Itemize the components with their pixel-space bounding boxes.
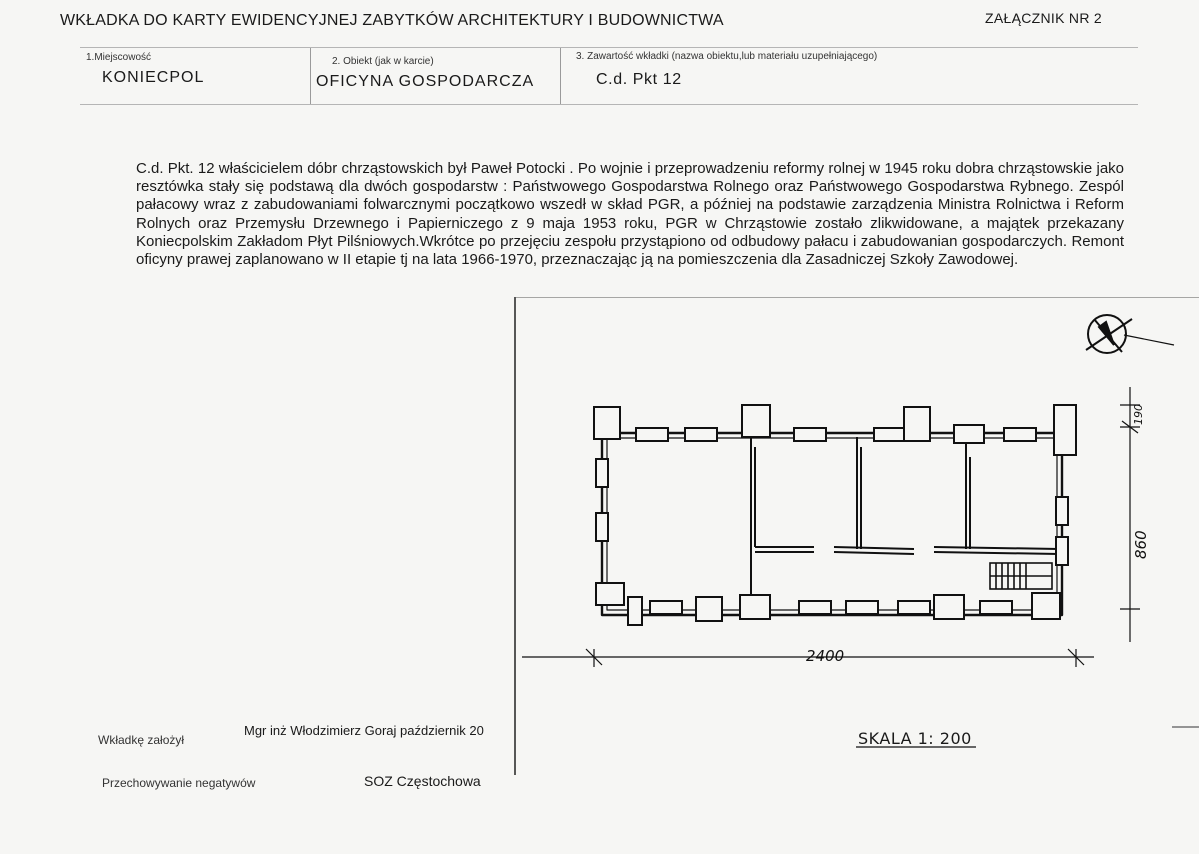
- scale-label: SKALA 1: 200: [858, 729, 972, 748]
- dimension-width-label: 2400: [806, 647, 845, 665]
- description-paragraph: C.d. Pkt. 12 właścicielem dóbr chrząstowskich był Paweł Potocki . Po wojnie i przeprowadzeniu reformy rolnej w 1945 roku dobra chrząstowskie jako resztówka stały się podstawą dla dwóch gospodarstw : Państwowego Gospodarstwa Rolnego oraz Państwowego Gospodarstwa Rybnego. Zespól pałacowy wraz z zabudowaniami folwarcznymi początkowo wszedł w skład PGR, a później na podstawie zarządzenia Ministra Rolnictwa i Reform Rolnych oraz Przemysłu Drzewnego i Papierniczego z 9 maja 1953 roku, PGR w Chrząstowie zostało zlikwidowane, a majątek przekazany Koniecpolskim Zakładom Płyt Pilśniowych.Wkrótce po przejęciu zespołu przystąpiono od odbudowy pałacu i zabudowanian gospodarczych. Remont oficyny prawej zaplanowano w II etapie tj na lata 1966-1970, przeznaczając ją na pomieszczenia dla Zasadniczej Szkoły Zawodowej.: [136, 160, 1124, 269]
- document-title: WKŁADKA DO KARTY EWIDENCYJNEJ ZABYTKÓW ARCHITEKTURY I BUDOWNICTWA: [60, 12, 724, 29]
- attachment-number: ZAŁĄCZNIK NR 2: [985, 10, 1102, 26]
- locality-value: KONIECPOL: [102, 69, 205, 86]
- object-value: OFICYNA GOSPODARCZA: [316, 73, 535, 90]
- dimension-height-label: 860: [1132, 530, 1150, 559]
- dimension-small-label: 190: [1132, 404, 1145, 425]
- founded-value: Mgr inż Włodzimierz Goraj październik 20: [244, 723, 484, 738]
- storage-value: SOZ Częstochowa: [364, 773, 481, 789]
- form-divider-2: [560, 48, 561, 104]
- object-label: 2. Obiekt (jak w karcie): [332, 56, 434, 67]
- interior-walls: [751, 437, 1059, 597]
- content-value: C.d. Pkt 12: [596, 71, 682, 88]
- form-bottom-rule: [80, 104, 1138, 105]
- founded-label: Wkładkę założył: [98, 733, 185, 747]
- building-outline: [602, 433, 1062, 615]
- storage-label: Przechowywanie negatywów: [102, 776, 256, 790]
- form-divider-1: [310, 48, 311, 104]
- content-label: 3. Zawartość wkładki (nazwa obiektu,lub materiału uzupełniającego): [576, 51, 878, 62]
- form-top-rule: [80, 47, 1138, 48]
- floor-plan-drawing: [514, 297, 1199, 775]
- north-arrow-icon: [1086, 315, 1174, 353]
- side-windows: [596, 459, 1068, 565]
- staircase: [990, 563, 1052, 589]
- locality-label: 1.Miejscowość: [86, 52, 152, 63]
